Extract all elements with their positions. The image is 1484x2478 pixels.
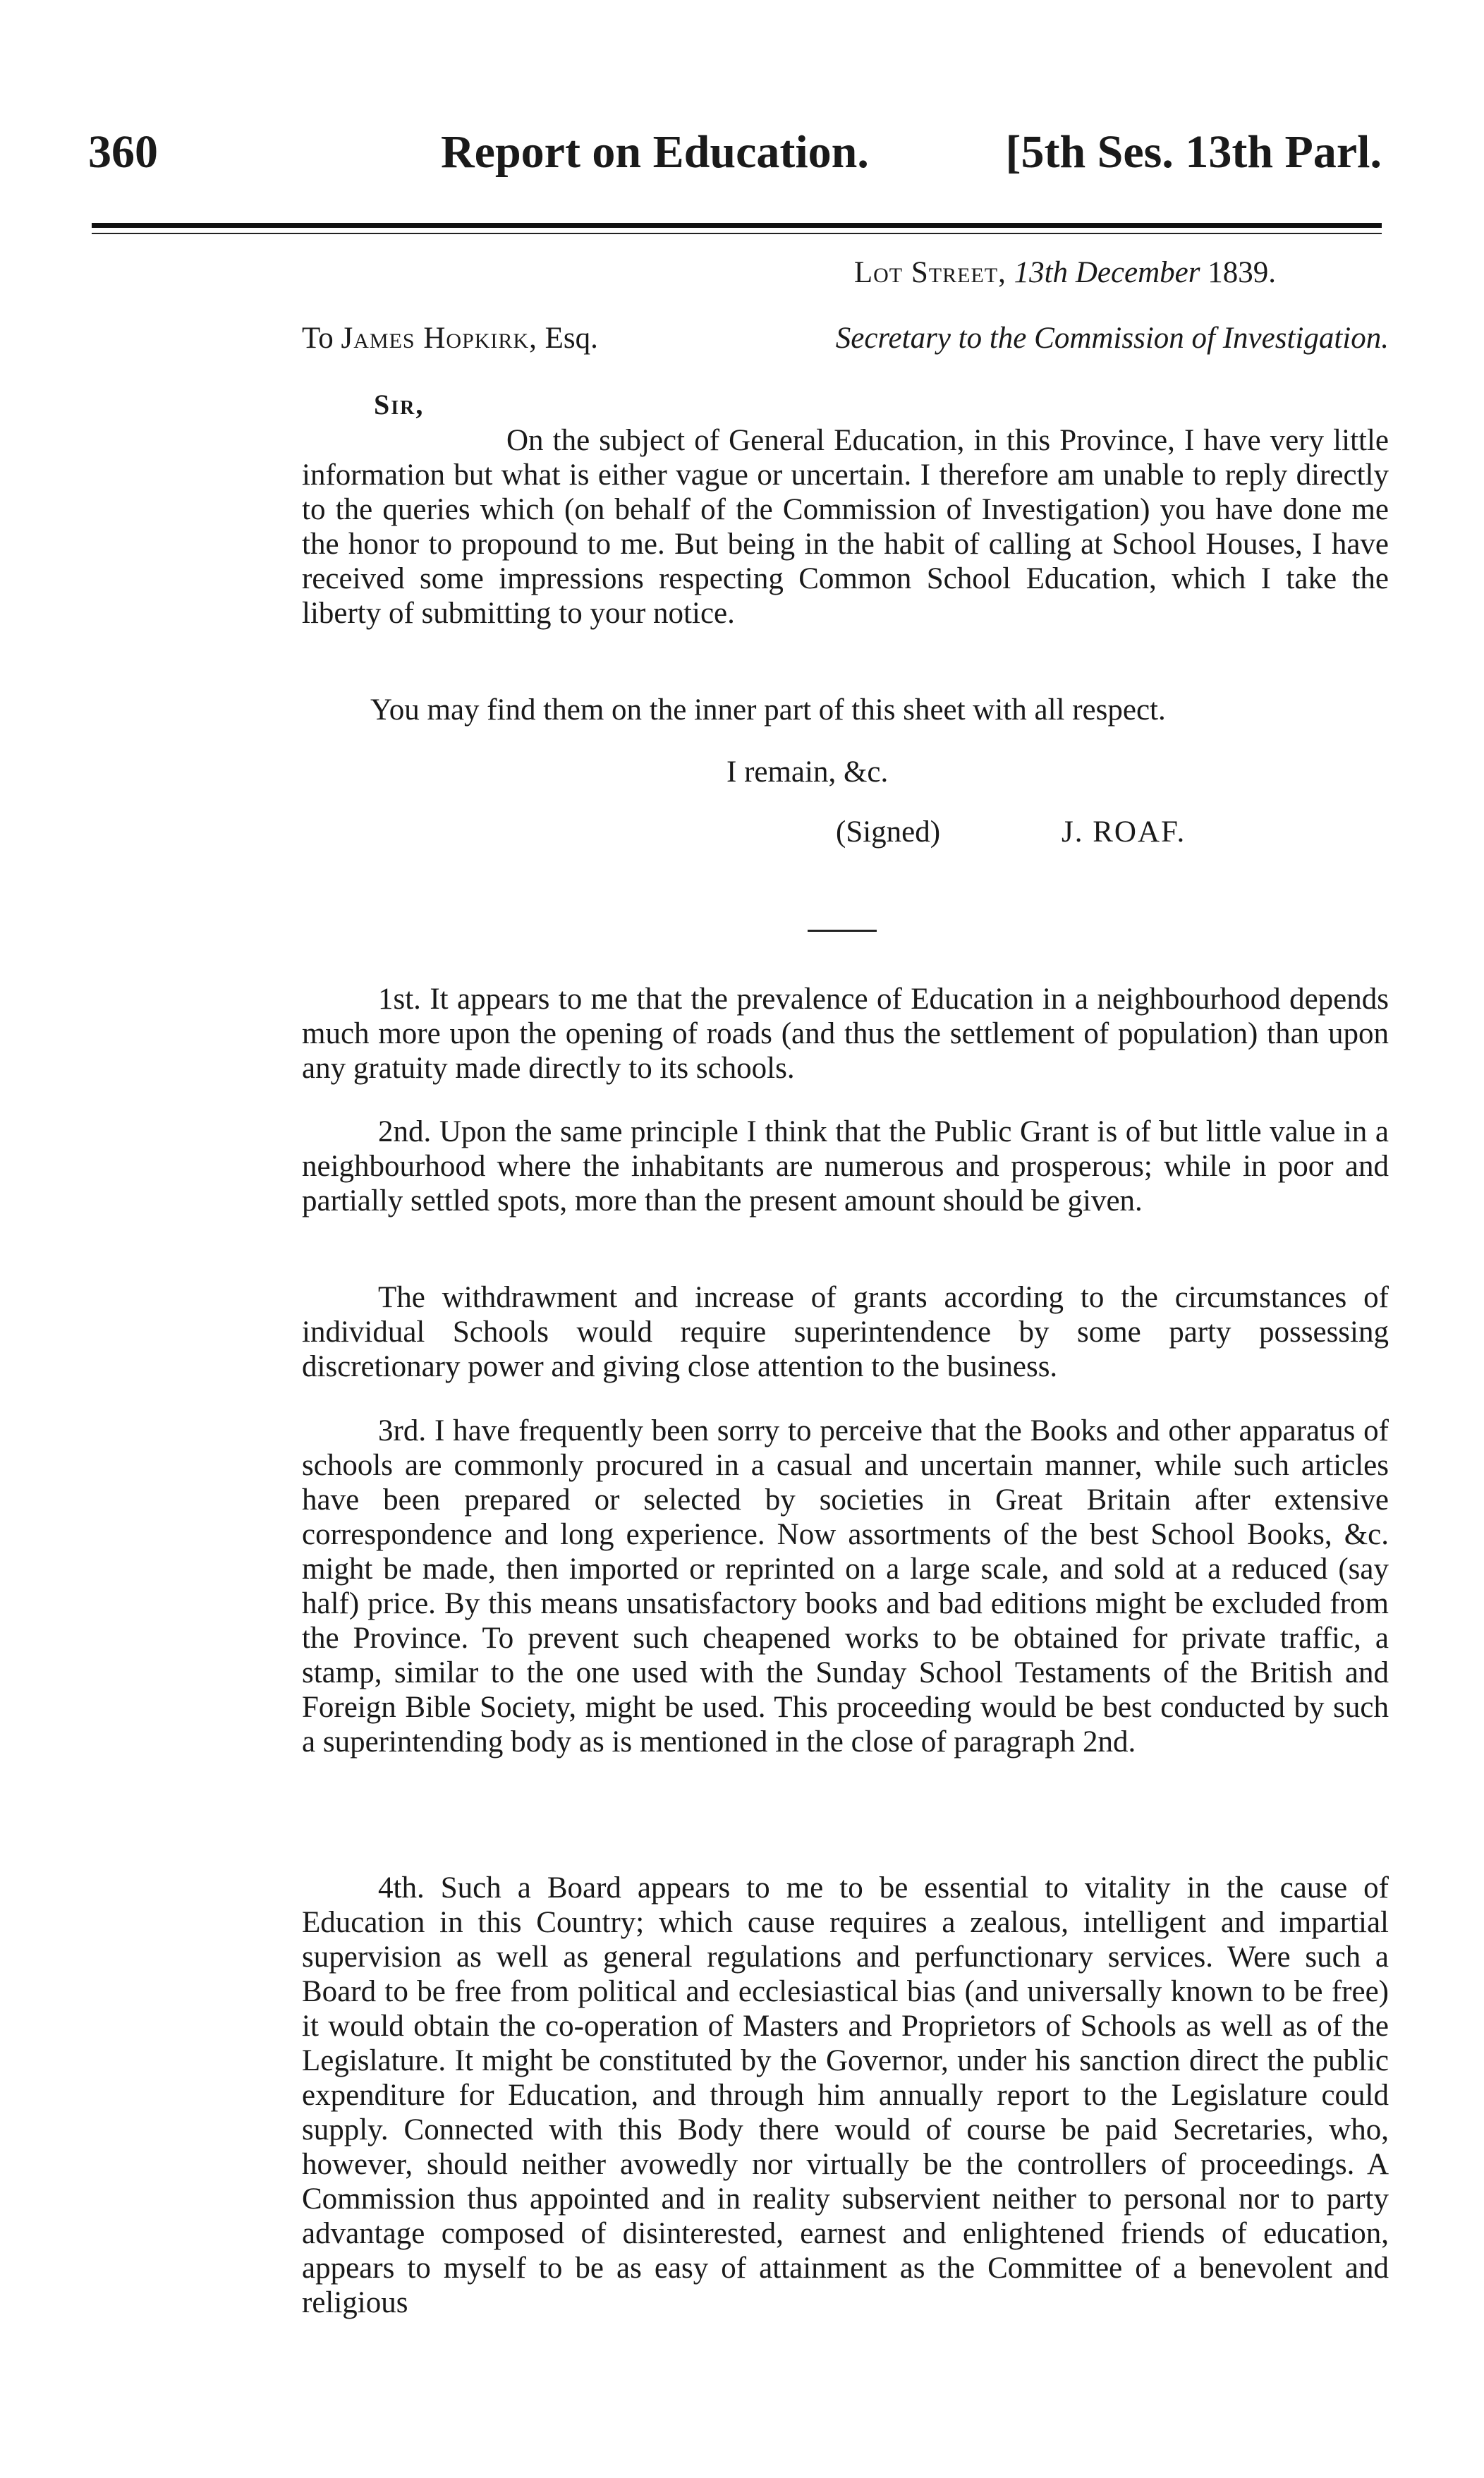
dateline-day: 13th xyxy=(1014,256,1069,289)
section-divider xyxy=(808,930,877,932)
paragraph-1st: 1st. It appears to me that the prevalence of Education in a neighbourhood depends much more upon the opening of roads (and thus the settlement of population) than upon any gratuity made directly to its schools. xyxy=(302,983,1389,1085)
letter-dateline xyxy=(854,255,1276,290)
letter-address xyxy=(302,321,1389,356)
session-label: [5th Ses. 13th Parl. xyxy=(1005,126,1382,178)
dateline-year: 1839. xyxy=(1208,256,1276,289)
page-number: 360 xyxy=(88,126,158,178)
header-rule-thick xyxy=(92,223,1382,228)
page-header xyxy=(88,126,1382,189)
closing-line: You may find them on the inner part of this sheet with all respect. xyxy=(370,693,1166,727)
running-title: Report on Education. xyxy=(441,126,869,178)
address-role: Secretary to the Commission of Investigation. xyxy=(835,322,1389,355)
signature: J. ROAF. xyxy=(1062,815,1186,849)
paragraph-3rd: 3rd. I have frequently been sorry to perceive that the Books and other apparatus of schools are commonly procured in a casual and uncertain manner, while such articles have been prepared or selected by societies in Great Britain after extensive correspondence and long experience. Now assortments of the best School Books, &c. might be made, then imported or reprinted on a large scale, and sold at a reduced (say half) price. By this means unsatisfactory books and bad editions might be excluded from the Province. To prevent such cheapened works to be obtained for private traffic, a stamp, similar to the one used with the Sunday School Testaments of the British and Foreign Bible Society, might be used. This proceeding would be best conducted by such a superintending body as is mentioned in the close of paragraph 2nd. xyxy=(302,1414,1389,1759)
signed-label: (Signed) xyxy=(836,815,941,849)
paragraph-4th: 4th. Such a Board appears to me to be essential to vitality in the cause of Education in this Country; which cause requires a zealous, intelligent and impartial supervision as well as general regulations and perfunctionary services. Were such a Board to be free from political and ecclesiastical bias (and universally known to be free) it would obtain the co-operation of Masters and Proprietors of Schools as well as of the Legislature. It might be constituted by the Governor, under his sanction direct the public expenditure for Education, and through him annually report to the Legislature could supply. Connected with this Body there would of course be paid Secretaries, who, however, should neither avowedly nor virtually be the controllers of proceedings. A Commission thus appointed and in reality subservient neither to personal nor to party advantage composed of disinterested, earnest and enlightened friends of education, appears to myself to be as easy of attainment as the Committee of a benevolent and religious xyxy=(302,1871,1389,2319)
address-name: James Hopkirk, xyxy=(341,322,537,355)
address-esq: Esq. xyxy=(545,322,598,355)
remain-line: I remain, &c. xyxy=(726,755,889,789)
paragraph-withdrawment: The withdrawment and increase of grants according to the circumstances of individual Schools would require superintendence by some party possessing discretionary power and giving close attention to the business. xyxy=(302,1281,1389,1383)
salutation: Sir, xyxy=(374,389,425,420)
dateline-place: Lot Street, xyxy=(853,256,1006,289)
dateline-month: December xyxy=(1075,256,1200,289)
header-rule-thin xyxy=(92,233,1382,234)
letter-body: On the subject of General Education, in this Province, I have very little information but what is either vague or uncertain. I therefore am unable to reply directly to the queries which (on behalf of the Commission of Investigation) you have done me the honor to propound to me. But being in the habit of calling at School Houses, I have received some impressions respecting Common School Education, which I take the liberty of submitting to your notice. xyxy=(302,424,1389,630)
paragraph-2nd: 2nd. Upon the same principle I think that the Public Grant is of but little value in a neighbourhood where the inhabitants are numerous and prosperous; while in poor and partially settled spots, more than the present amount should be given. xyxy=(302,1115,1389,1217)
address-to: To James Hopkirk, Esq. xyxy=(302,322,598,355)
